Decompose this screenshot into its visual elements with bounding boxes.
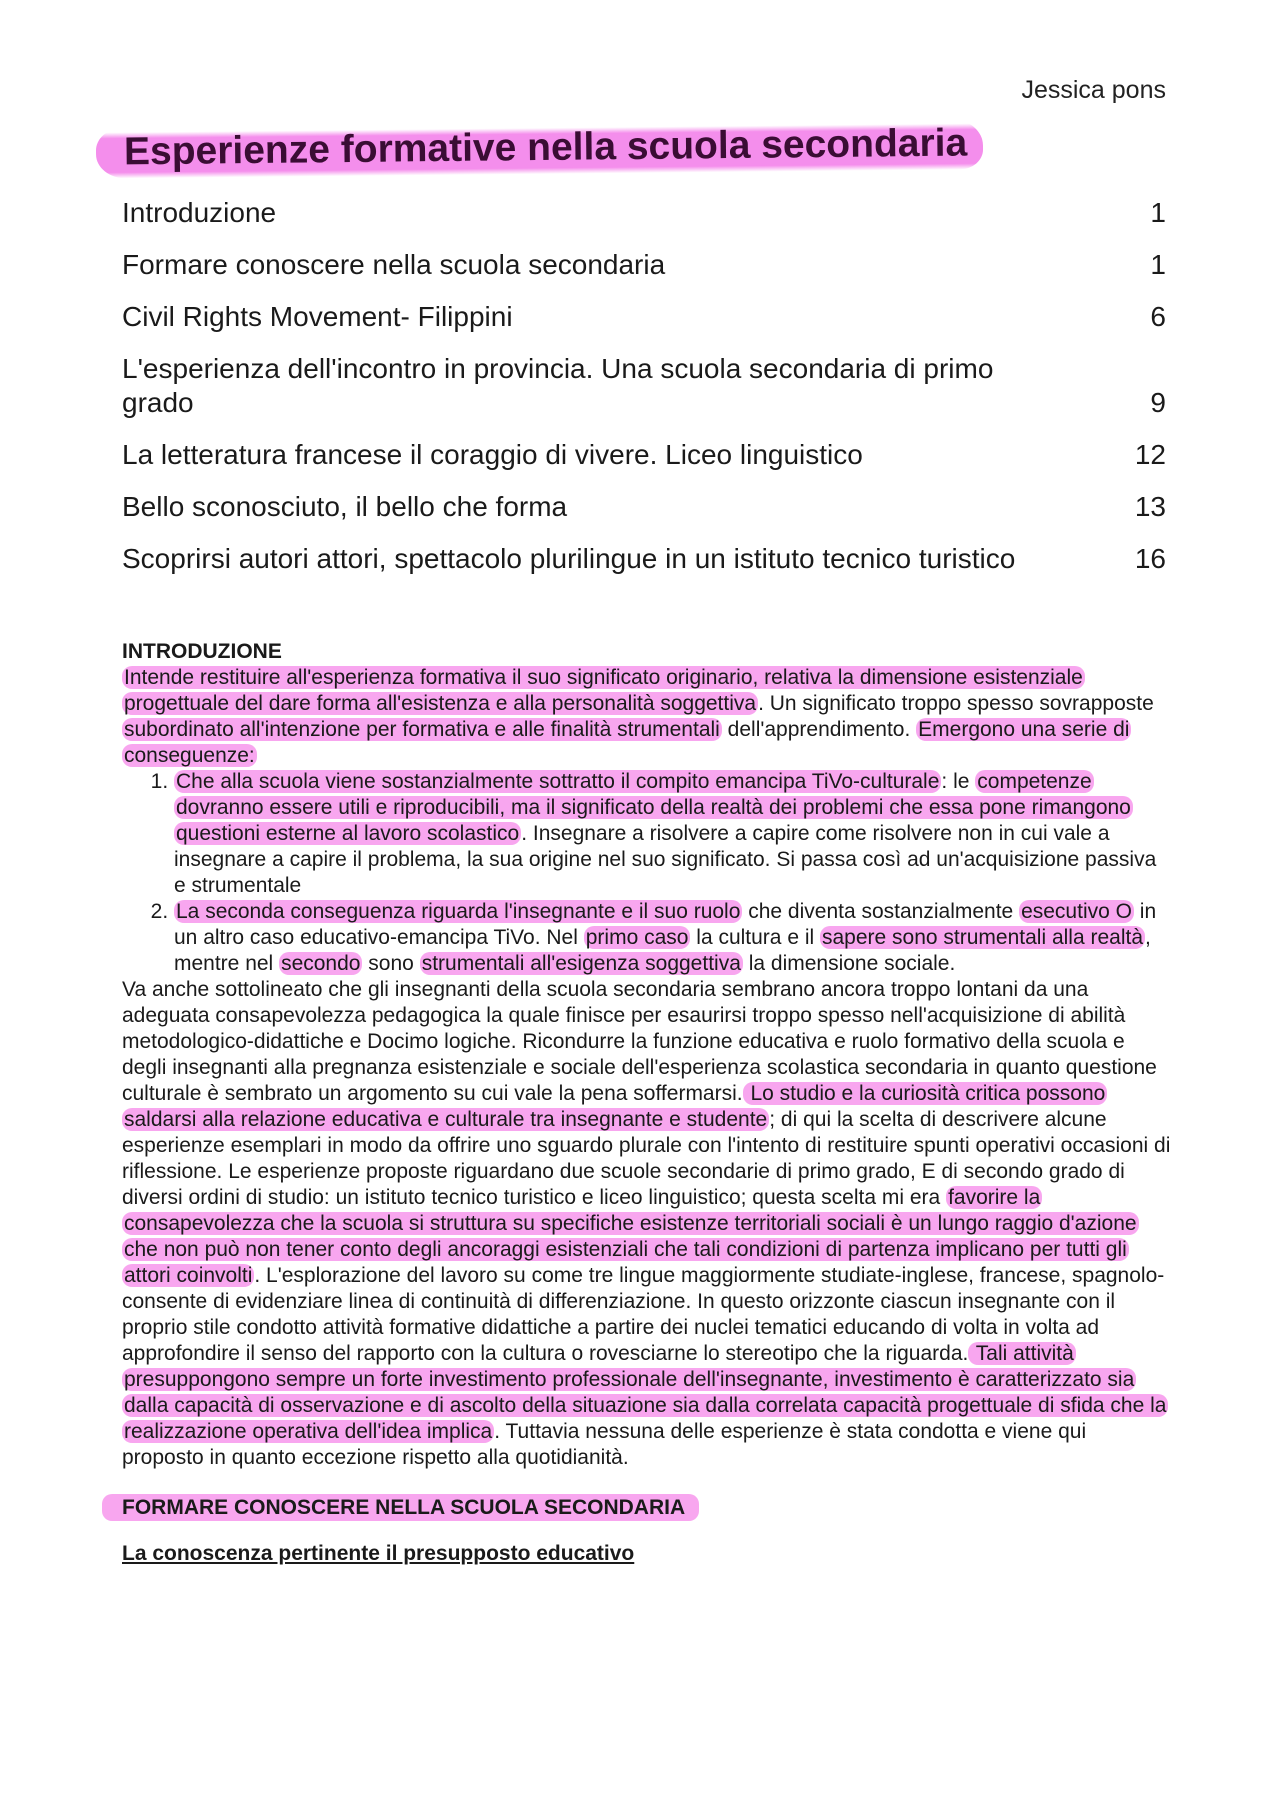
- highlighted-text: Lo studio e la curiosità critica possono saldarsi alla relazione educativa e culturale tra insegnante e studente: [124, 1082, 1106, 1131]
- body-text: Va anche sottolineato che gli insegnanti della scuola secondaria sembrano ancora troppo lontani da una adeguata consapevolezza pedagogica la quale finisce per esaurirsi troppo spesso nell'acquisizione di abilità metodologico-didattiche e Docimo logiche. Ricondurre la funzione educativa e ruolo formativo della scuola e degli insegnanti alla pregnanza esistenziale e sociale dell'esperienza scolastica secondaria in quanto questione culturale è sembrato un argomento su cui vale la pena soffermarsi.: [122, 978, 1157, 1105]
- document-body: [122, 639, 1172, 1567]
- body-text: dell'apprendimento.: [721, 718, 917, 741]
- author-name: Jessica pons: [1021, 76, 1166, 104]
- highlighted-text: La seconda conseguenza riguarda l'insegnante e il suo ruolo: [176, 900, 741, 923]
- intro-heading: INTRODUZIONE: [122, 640, 282, 663]
- highlighted-text: primo caso: [585, 926, 689, 949]
- toc-entry[interactable]: [122, 438, 1166, 472]
- highlighted-text: competenze dovranno essere utili e riproducibili, ma il significato della realtà dei problemi che essa pone rimangono questioni esterne al lavoro scolastico: [176, 770, 1131, 845]
- toc-entry[interactable]: [122, 352, 1166, 420]
- list-item: [174, 769, 1172, 899]
- body-text: . Un significato troppo spesso sovrapposte: [758, 692, 1154, 715]
- body-text: la cultura e il: [690, 926, 820, 949]
- toc-entry[interactable]: [122, 542, 1166, 576]
- highlighted-text: subordinato all'intenzione per formativa e alle finalità strumentali: [124, 718, 720, 741]
- toc-entry-page: 12: [1134, 439, 1166, 470]
- highlighted-text: strumentali all'esigenza soggettiva: [421, 952, 741, 975]
- toc-entry-page: 1: [1150, 197, 1166, 228]
- title-wrap: [96, 121, 983, 174]
- highlighted-text: sapere sono strumentali alla realtà: [822, 926, 1144, 949]
- toc-entry-page: 13: [1134, 491, 1166, 522]
- highlighted-text: favorire la consapevolezza che la scuola si struttura su specifiche esistenze territoriali sociali è un lungo raggio d'azione che non può non tener conto degli ancoraggi esistenziali che tali condizioni di partenza implicano per tutti gli attori coinvolti: [124, 1186, 1137, 1287]
- body-text: la dimensione sociale.: [742, 952, 956, 975]
- body-text: sono: [362, 952, 420, 975]
- intro-paragraph: [122, 977, 1172, 1471]
- document-title: Esperienze formative nella scuola secondaria: [96, 119, 984, 178]
- body-text: : le: [941, 770, 976, 793]
- body-text: . Tuttavia nessuna delle esperienze è stata condotta e viene qui proposto in quanto eccezione rispetto alla quotidianità.: [122, 1420, 1087, 1469]
- highlighted-text: Emergono una serie di conseguenze:: [124, 718, 1130, 767]
- toc-entry-page: 1: [1150, 249, 1166, 280]
- section-heading: [122, 1495, 699, 1521]
- highlighted-text: Tali attività presuppongono sempre un forte investimento professionale dell'insegnante, investimento è caratterizzato sia dalla capacità di osservazione e di ascolto della situazione sia dalla correlata capacità progettuale di sfida che la realizzazione operativa dell'idea implica: [124, 1342, 1167, 1443]
- toc-entry-title: Bello sconosciuto, il bello che forma: [122, 491, 568, 522]
- highlighted-text: Che alla scuola viene sostanzialmente sottratto il compito emancipa TiVo-culturale: [176, 770, 940, 793]
- highlighted-text: esecutivo O: [1021, 900, 1132, 923]
- table-of-contents: [122, 196, 1166, 594]
- toc-entry-page: 16: [1134, 543, 1166, 574]
- list-item: [174, 899, 1172, 977]
- toc-entry[interactable]: [122, 490, 1166, 524]
- toc-entry-title: Introduzione: [122, 197, 277, 228]
- consequences-list: [122, 769, 1172, 977]
- highlighted-text: secondo: [281, 952, 361, 975]
- toc-entry[interactable]: [122, 248, 1166, 282]
- toc-entry[interactable]: [122, 300, 1166, 334]
- intro-paragraph: [122, 665, 1172, 769]
- subsection-heading: La conoscenza pertinente il presupposto educativo: [122, 1542, 635, 1565]
- body-text: che diventa sostanzialmente: [742, 900, 1020, 923]
- toc-entry-page: 6: [1150, 301, 1166, 332]
- toc-entry-title: La letteratura francese il coraggio di vivere. Liceo linguistico: [122, 439, 863, 470]
- body-text: . Insegnare a risolvere a capire come risolvere non in cui vale a insegnare a capire il problema, la sua origine nel suo significato. Si passa così ad un'acquisizione passiva e strumentale: [174, 822, 1157, 897]
- toc-entry[interactable]: [122, 196, 1166, 230]
- toc-entry-title: Formare conoscere nella scuola secondaria: [122, 249, 666, 280]
- body-text: in un altro caso educativo-emancipa TiVo. Nel: [174, 900, 1157, 949]
- highlighted-text: FORMARE CONOSCERE NELLA SCUOLA SECONDARIA: [102, 1494, 699, 1521]
- toc-entry-title: L'esperienza dell'incontro in provincia. Una scuola secondaria di primo grado: [122, 353, 994, 418]
- highlighted-text: Intende restituire all'esperienza formativa il suo significato originario, relativa la dimensione esistenziale progettuale del dare forma all'esistenza e alla personalità soggettiva: [124, 666, 1083, 715]
- body-text: , mentre nel: [174, 926, 1151, 975]
- body-text: . L'esplorazione del lavoro su come tre lingue maggiormente studiate-inglese, francese, spagnolo-consente di evidenziare linea di continuità di differenziazione. In questo orizzonte ciascun insegnante con il proprio stile condotto attività formative didattiche a partire dei nuclei tematici educando di volta in volta ad approfondire il senso del rapporto con la cultura o rovesciarne lo stereotipo che la riguarda.: [122, 1264, 1165, 1365]
- body-text: ; di qui la scelta di descrivere alcune esperienze esemplari in modo da offrire uno sguardo plurale con l'intento di restituire spunti operativi occasioni di riflessione. Le esperienze proposte riguardano due scuole secondarie di primo grado, E di secondo grado di diversi ordini di studio: un istituto tecnico turistico e liceo linguistico; questa scelta mi era: [122, 1108, 1171, 1209]
- toc-entry-title: Civil Rights Movement- Filippini: [122, 301, 513, 332]
- toc-entry-page: 9: [1150, 387, 1166, 418]
- toc-entry-title: Scoprirsi autori attori, spettacolo plurilingue in un istituto tecnico turistico: [122, 543, 1016, 574]
